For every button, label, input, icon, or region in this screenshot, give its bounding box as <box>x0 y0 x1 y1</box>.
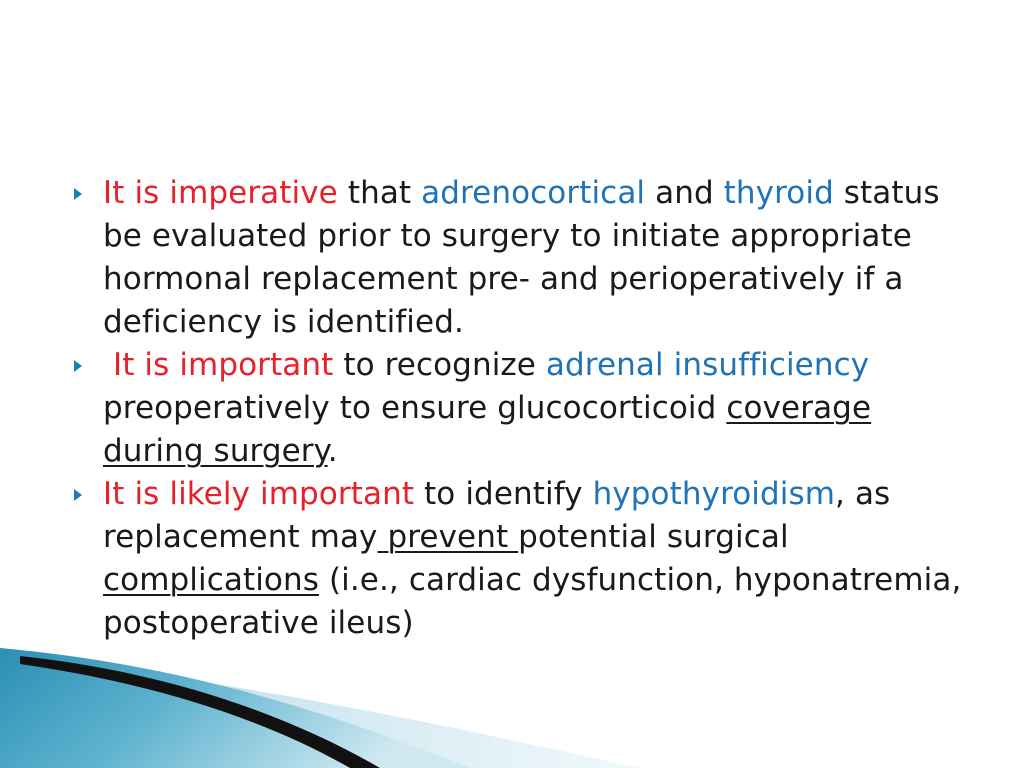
body-text: to recognize <box>333 347 546 383</box>
body-text: and <box>645 175 724 211</box>
emphasis-text: It is important <box>103 347 334 383</box>
emphasis-text: It is likely important <box>103 476 415 512</box>
body-text: preoperatively to ensure glucocorticoid <box>103 390 727 426</box>
term-text: thyroid <box>723 175 834 211</box>
body-text: that <box>337 175 422 211</box>
body-text: . <box>327 433 338 469</box>
emphasis-text: It is imperative <box>103 175 338 211</box>
body-text: to identify <box>414 476 593 512</box>
underlined-text: coverage during surgery <box>103 390 872 469</box>
body-text: potential surgical <box>518 519 789 555</box>
underlined-text: prevent <box>377 519 519 555</box>
term-text: adrenal insufficiency <box>545 347 870 383</box>
body-text: status be evaluated prior to surgery to initiate appropriate hormonal replacement pre- and perioperatively if a deficiency is identified. <box>103 175 940 340</box>
underlined-text: complications <box>103 562 319 598</box>
body-text: , as replacement may <box>103 476 891 555</box>
term-text: adrenocortical <box>421 175 646 211</box>
term-text: hypothyroidism <box>592 476 836 512</box>
body-text: (i.e., cardiac dysfunction, hyponatremia, postoperative ileus) <box>103 562 962 641</box>
